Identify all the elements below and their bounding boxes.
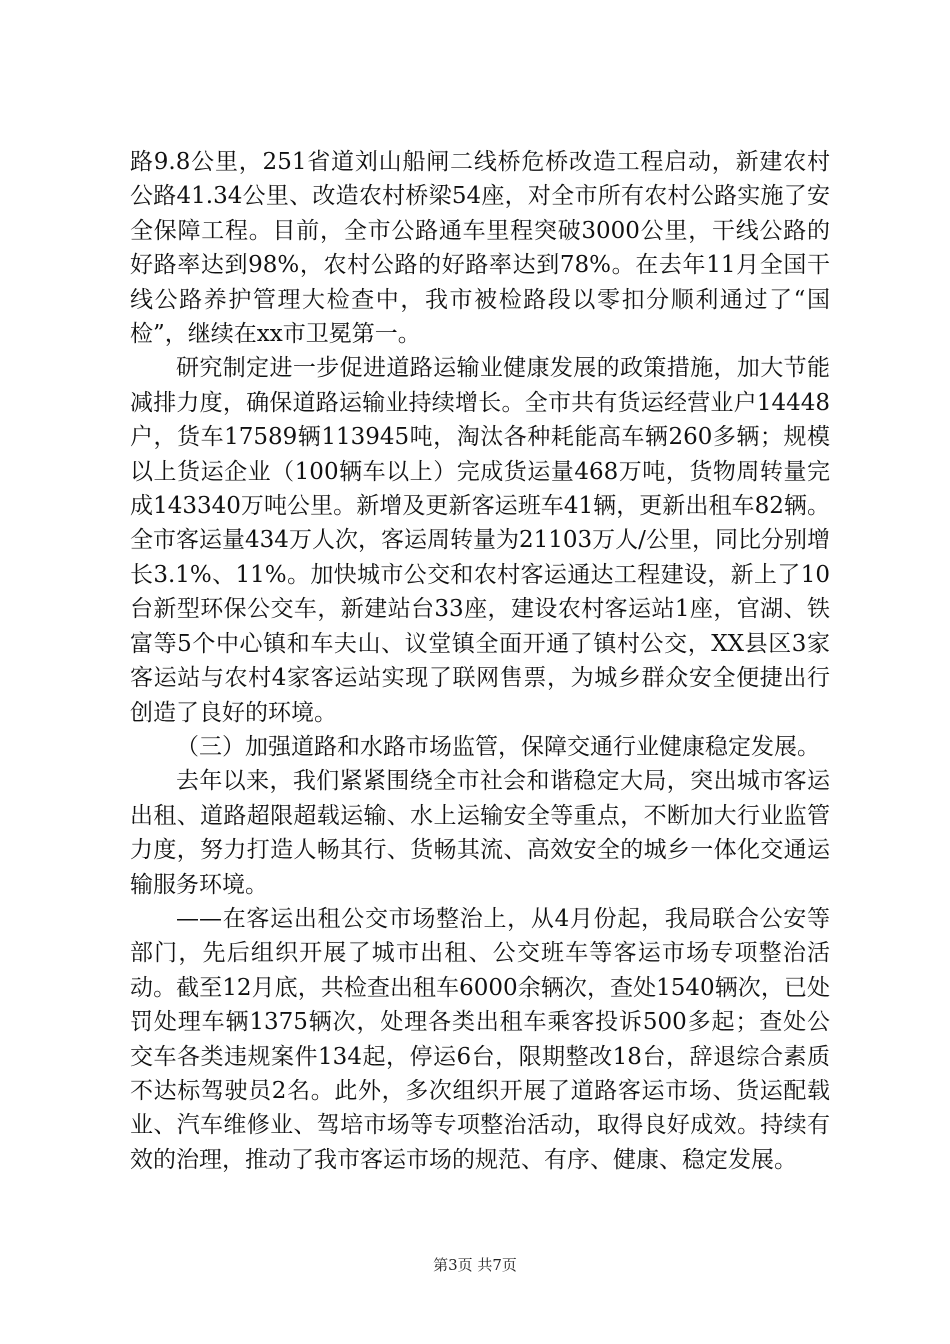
document-body	[130, 145, 830, 1177]
paragraph-market-supervision: 去年以来，我们紧紧围绕全市社会和谐稳定大局，突出城市客运出租、道路超限超载运输、水上运输安全等重点，不断加大行业监管力度，努力打造人畅其行、货畅其流、高效安全的城乡一体化交通运输服务环境。	[130, 768, 830, 898]
section-heading-three: （三）加强道路和水路市场监管，保障交通行业健康稳定发展。	[176, 733, 820, 760]
paragraph-road-transport: 研究制定进一步促进道路运输业健康发展的政策措施，加大节能减排力度，确保道路运输业持续增长。全市共有货运经营业户14448户，货车17589辆113945吨，淘汰各种耗能高车辆260多辆；规模以上货运企业（100辆车以上）完成货运量468万吨，货物周转量完成143340万吨公里。新增及更新客运班车41辆，更新出租车82辆。全市客运量434万人次，客运周转量为21103万人/公里，同比分别增长3.1%、11%。加快城市公交和农村客运通达工程建设，新上了10台新型环保公交车，新建站台33座，建设农村客运站1座，官湖、铁富等5个中心镇和车夫山、议堂镇全面开通了镇村公交，XX县区3家客运站与农村4家客运站实现了联网售票，为城乡群众安全便捷出行创造了良好的环境。	[130, 355, 830, 726]
paragraph-continued: 路9.8公里，251省道刘山船闸二线桥危桥改造工程启动，新建农村公路41.34公里、改造农村桥梁54座，对全市所有农村公路实施了安全保障工程。目前，全市公路通车里程突破3000公里，干线公路的好路率达到98%，农村公路的好路率达到78%。在去年11月全国干线公路养护管理大检查中，我市被检路段以零扣分顺利通过了“国检”，继续在xx市卫冕第一。	[130, 149, 830, 348]
page-number-footer: 第3页 共7页	[433, 1256, 517, 1274]
paragraph-taxi-bus-rectification: ——在客运出租公交市场整治上，从4月份起，我局联合公安等部门，先后组织开展了城市出租、公交班车等客运市场专项整治活动。截至12月底，共检查出租车6000余辆次，查处1540辆次，已处罚处理车辆1375辆次，处理各类出租车乘客投诉500多起；查处公交车各类违规案件134起，停运6台，限期整改18台，辞退综合素质不达标驾驶员2名。此外，多次组织开展了道路客运市场、货运配载业、汽车维修业、驾培市场等专项整治活动，取得良好成效。持续有效的治理，推动了我市客运市场的规范、有序、健康、稳定发展。	[130, 905, 830, 1173]
